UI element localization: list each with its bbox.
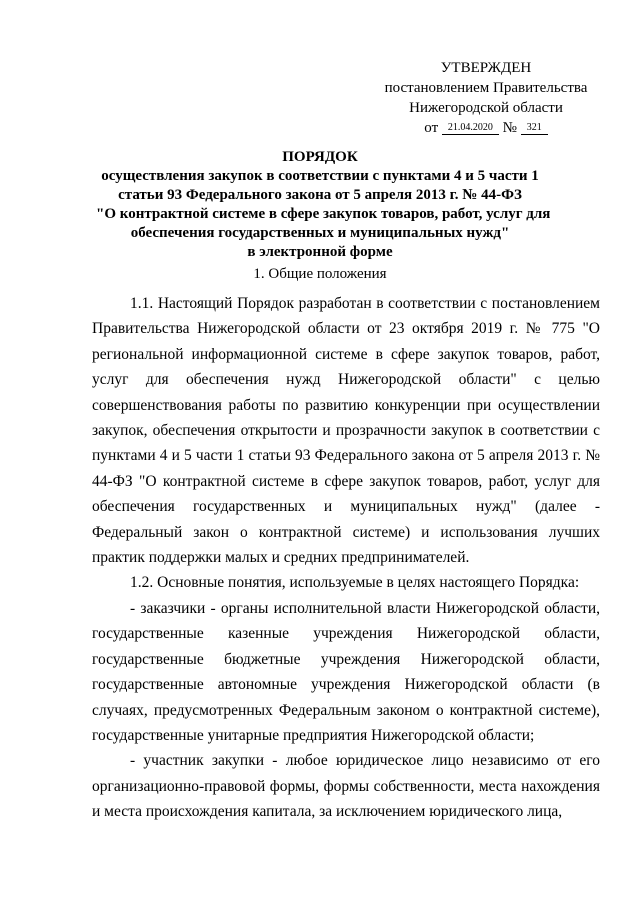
title-line: статьи 93 Федерального закона от 5 апреля 2013 г. № 44-ФЗ xyxy=(118,187,522,203)
paragraph: 1.2. Основные понятия, используемые в целях настоящего Порядка: xyxy=(130,574,580,592)
approval-heading: УТВЕРЖДЕН xyxy=(440,60,532,76)
title-line: "О контрактной системе в сфере закупок товаров, работ, услуг для xyxy=(96,206,551,222)
approval-from-label: от xyxy=(424,120,439,136)
paragraph: - заказчики - органы исполнительной власти Нижегородской области, государственные казенные учреждения Нижегородской области, государственные бюджетные учреждения Нижегородской области, государственные автономные учреждения Нижегородской области (в случаях, предусмотренных Федеральным законом о контрактной системе), государственные унитарные предприятия Нижегородской области; xyxy=(92,599,600,744)
title-line: в электронной форме xyxy=(247,244,393,260)
section-body xyxy=(92,291,600,825)
document-title xyxy=(96,148,551,262)
title-line: обеспечения государственных и муниципальных нужд" xyxy=(130,225,510,241)
paragraph: 1.1. Настоящий Порядок разработан в соответствии с постановлением Правительства Нижегородской области от 23 октября 2019 г. № 775 "О региональной информационной системе в сфере закупок товаров, работ, услуг для обеспечения нужд Нижегородской области" с целью совершенствования работы по развитию конкуренции при осуществлении закупок, обеспечения открытости и прозрачности закупок в соответствии с пунктами 4 и 5 части 1 статьи 93 Федерального закона от 5 апреля 2013 г. № 44-ФЗ "О контрактной системе в сфере закупок товаров, работ, услуг для обеспечения государственных и муниципальных нужд" (далее - Федеральный закон о контрактной системе) и использования лучших практик поддержки малых и средних предпринимателей. xyxy=(92,295,600,567)
section-heading: 1. Общие положения xyxy=(253,266,387,282)
approval-date: 21.04.2020 xyxy=(442,122,499,135)
paragraph: - участник закупки - любое юридическое лицо независимо от его организационно-правовой формы, формы собственности, места нахождения и места происхождения капитала, за исключением юридического лица, xyxy=(92,752,600,821)
approval-line-resolution: постановлением Правительства xyxy=(384,80,588,96)
approval-number: 321 xyxy=(521,122,548,135)
approval-line-region: Нижегородской области xyxy=(409,100,563,116)
approval-date-line xyxy=(380,118,592,138)
approval-stamp xyxy=(380,58,592,138)
approval-number-sign: № xyxy=(502,120,517,136)
title-line: осуществления закупок в соответствии с пунктами 4 и 5 части 1 xyxy=(101,168,539,184)
title-heading: ПОРЯДОК xyxy=(282,149,358,165)
